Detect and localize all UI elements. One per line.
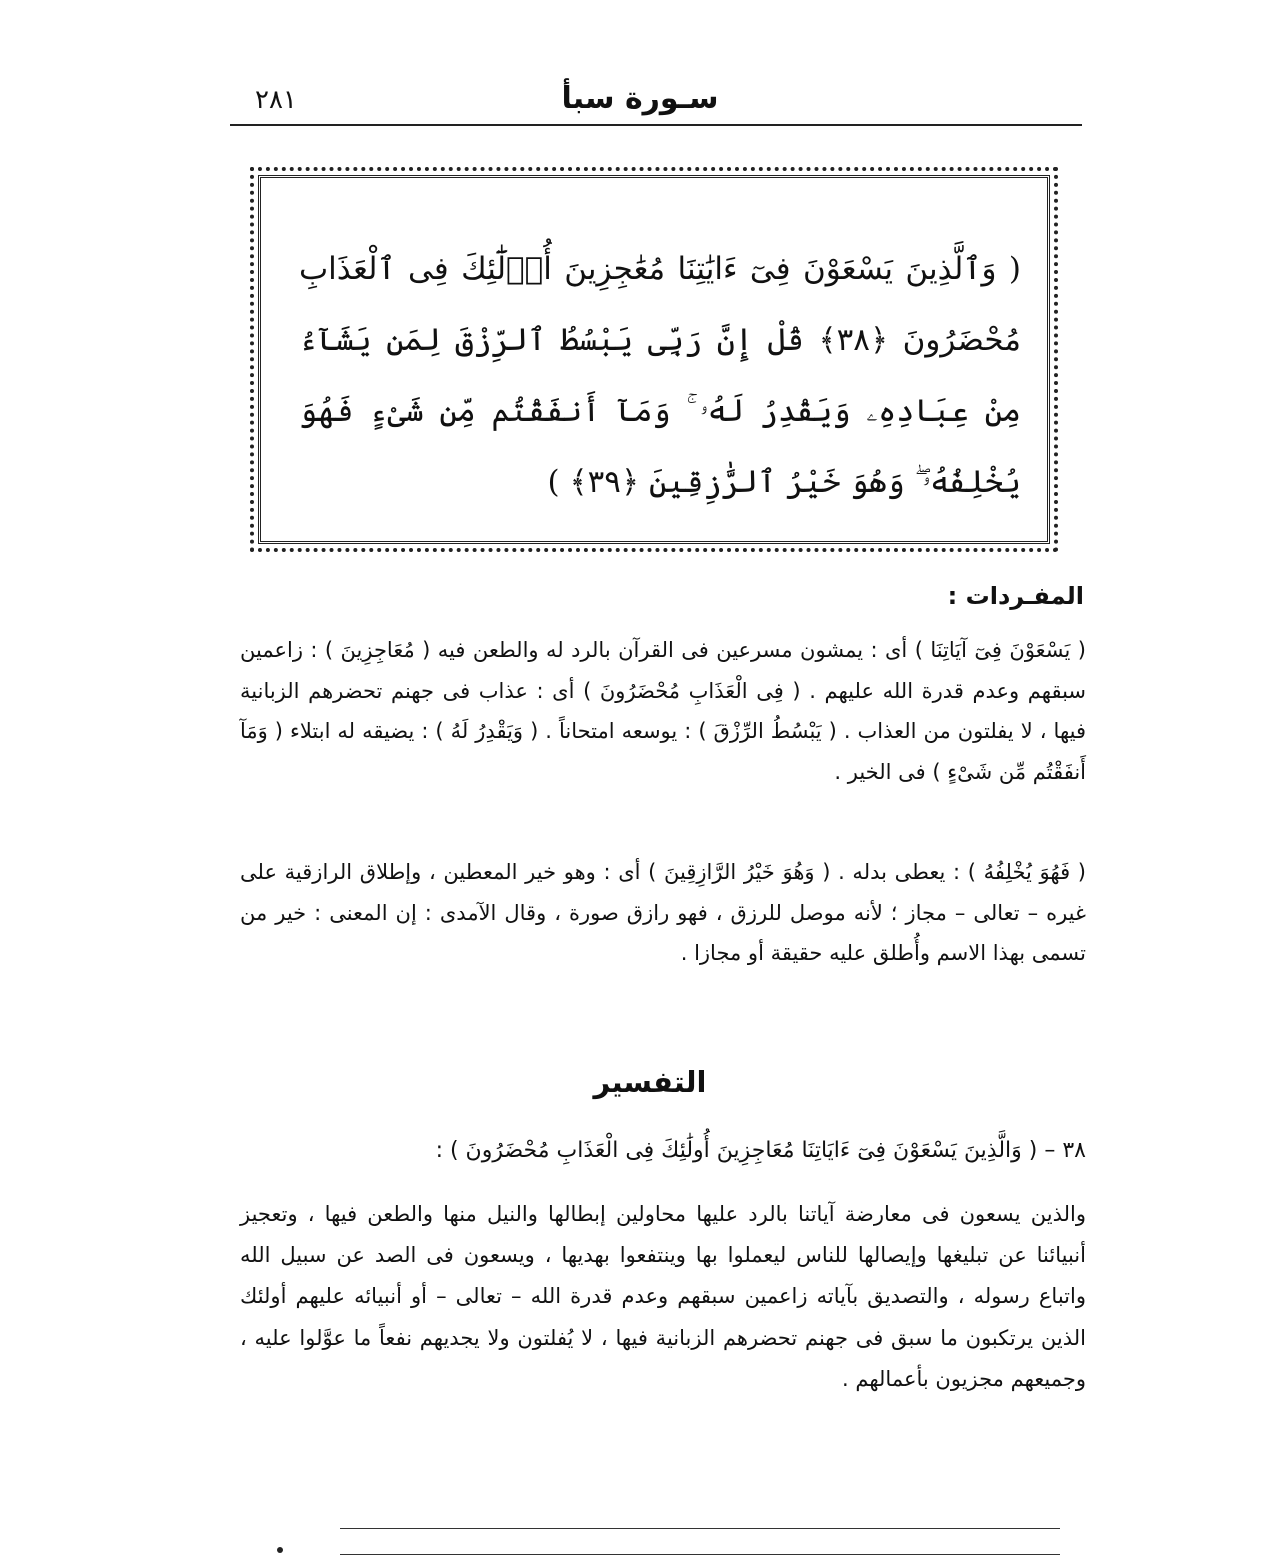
running-title: سـورة سبأ [561,81,719,116]
tafsir-heading: التفسير [593,1065,707,1099]
verse-frame-inner [258,175,1050,544]
vocabulary-paragraph-2: ( فَهُوَ يُخْلِفُهُ ) : يعطى بدله . ( وَهُوَ خَيْرُ الرَّازِقِينَ ) أى : وهو خير المعطين ، وإطلاق الرازقية على غيره – تعالى – مجاز ؛ لأنه موصل للرزق ، فهو رازق صورة ، وقال الآمدى : إن المعنى : خير من تسمى بهذا الاسم وأُطلق عليه حقيقة أو مجازا . [240,860,1086,965]
tafsir-verse-reference: ٣٨ – ( وَالَّذِينَ يَسْعَوْنَ فِىٓ ءَايَاتِنَا مُعَاجِزِينَ أُولَٰئِكَ فِى الْعَذَابِ مُحْضَرُونَ ) : [435,1138,1086,1163]
print-dot-mark [277,1547,283,1553]
footer-rule-top [340,1528,1060,1529]
verse-frame [250,167,1058,552]
vocabulary-paragraph-1: ( يَسْعَوْنَ فِىٓ آيَاتِنَا ) أى : يمشون مسرعين فى القرآن بالرد له والطعن فيه ( مُعَاجِزِينَ ) : زاعمين سبقهم وعدم قدرة الله عليهم . ( فِى الْعَذَابِ مُحْضَرُونَ ) أى : عذاب فى جهنم تحضرهم الزبانية فيها ، لا يفلتون من العذاب . ( يَبْسُطُ الرِّزْقَ ) : يوسعه امتحاناً . ( وَيَقْدِرُ لَهُ ) : يضيقه له ابتلاء ( وَمَآ أَنفَقْتُم مِّن شَىْءٍ ) فى الخير . [240,638,1086,784]
quran-verse-text: ( وَٱلَّذِينَ يَسْعَوْنَ فِىٓ ءَايَٰتِنَا مُعَٰجِزِينَ أُو۟لَٰٓئِكَ فِى ٱلْعَذَابِ مُحْضَرُونَ ﴿٣٨﴾ قُلْ إِنَّ رَبِّى يَبْسُطُ ٱلرِّزْقَ لِمَن يَشَآءُ مِنْ عِبَادِهِۦ وَيَقْدِرُ لَهُۥ ۚ وَمَآ أَنفَقْتُم مِّن شَىْءٍ فَهُوَ يُخْلِفُهُۥ ۖ وَهُوَ خَيْرُ ٱلرَّٰزِقِينَ ﴿٣٩﴾ ) [299,251,1022,500]
header-rule [230,124,1082,126]
tafsir-paragraph: والذين يسعون فى معارضة آياتنا بالرد عليها محاولين إبطالها والنيل منها والطعن فيها ، وتعجيز أنبيائنا عن تبليغها وإيصالها للناس ليعملوا بها وينتفعوا بهديها ، ويسعون فى الصد عن سبيل الله واتباع رسوله ، والتصديق بآياته زاعمين سبقهم وعدم قدرة الله – تعالى – أو أنبيائه عليهم أولئك الذين يرتكبون ما سبق فى جهنم تحضرهم الزبانية فيها ، لا يُفلتون ولا يجديهم نفعاً ما عوَّلوا عليه ، وجميعهم مجزيون بأعمالهم . [240,1202,1086,1391]
vocabulary-heading: المفـردات : [947,582,1084,610]
page-number: ٢٨١ [255,85,297,115]
footer-rule-bottom [340,1554,1060,1555]
